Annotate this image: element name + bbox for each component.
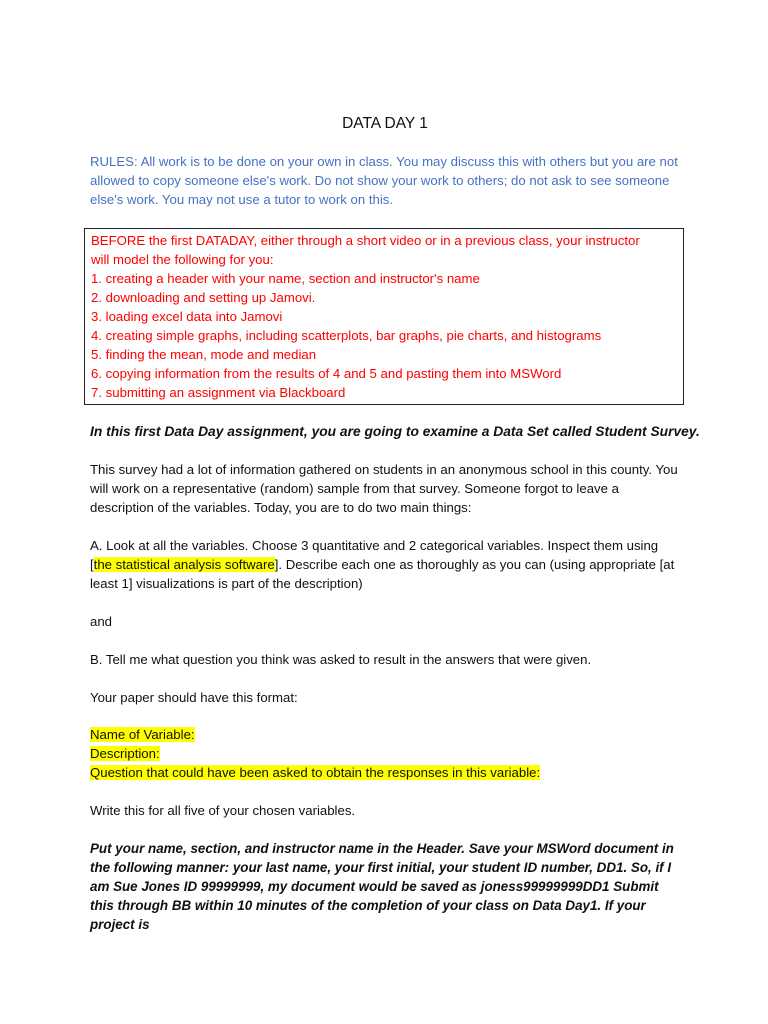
format-template	[90, 725, 680, 782]
survey-paragraph: This survey had a lot of information gathered on students in an anonymous school in this county. You will work on a representative (random) sample from that survey. Someone forgot to leave a description of the variables. Today, you are to do two main things:	[90, 462, 678, 515]
box-list-item: 7. submitting an assignment via Blackboard	[91, 385, 346, 400]
box-list-item: 6. copying information from the results of 4 and 5 and pasting them into MSWord	[91, 366, 562, 381]
assignment-lead: In this first Data Day assignment, you are going to examine a Data Set called Student Survey.	[90, 424, 700, 439]
task-b-paragraph: B. Tell me what question you think was asked to result in the answers that were given.	[90, 652, 592, 667]
closing-instructions: Put your name, section, and instructor name in the Header. Save your MSWord document in the following manner: your last name, your first initial, your student ID number, DD1. So, if I am Sue Jones ID 99999999, my document would be saved as joness99999999DD1 Submit this through BB within 10 minutes of the completion of your class on Data Day1. If your project is	[90, 841, 674, 932]
box-list-item: 1. creating a header with your name, section and instructor's name	[91, 271, 480, 286]
task-a-paragraph	[90, 536, 680, 593]
format-intro: Your paper should have this format:	[90, 690, 298, 705]
task-a-text-after: ]. Describe each one as thoroughly as you can (using appropriate [at least 1] visualizations is part of the description)	[90, 557, 675, 591]
software-highlight: the statistical analysis software	[93, 557, 275, 572]
instructor-model-box	[84, 228, 684, 405]
box-list-item: 3. loading excel data into Jamovi	[91, 309, 283, 324]
format-description-line: Description:	[90, 746, 160, 761]
box-list-item: 4. creating simple graphs, including scatterplots, bar graphs, pie charts, and histograms	[91, 328, 602, 343]
rules-paragraph: RULES: All work is to be done on your own in class. You may discuss this with others but you are not allowed to copy someone else's work. Do not show your work to others; do not ask to see someone else's work. You may not use a tutor to work on this.	[90, 154, 678, 207]
and-text: and	[90, 614, 113, 629]
document-page	[90, 0, 700, 1024]
box-list-item: 5. finding the mean, mode and median	[91, 347, 317, 362]
format-question-line: Question that could have been asked to obtain the responses in this variable:	[90, 765, 541, 780]
box-intro-line-2: will model the following for you:	[91, 252, 274, 267]
box-list-item: 2. downloading and setting up Jamovi.	[91, 290, 316, 305]
box-intro-line-1: BEFORE the first DATADAY, either through a short video or in a previous class, your instructor	[91, 233, 640, 248]
task-a-text-before: A. Look at all the variables. Choose 3 quantitative and 2 categorical variables. Inspect them using [	[90, 538, 659, 572]
write-all-instruction: Write this for all five of your chosen variables.	[90, 803, 356, 818]
document-title: DATA DAY 1	[342, 115, 428, 132]
format-name-line: Name of Variable:	[90, 727, 195, 742]
